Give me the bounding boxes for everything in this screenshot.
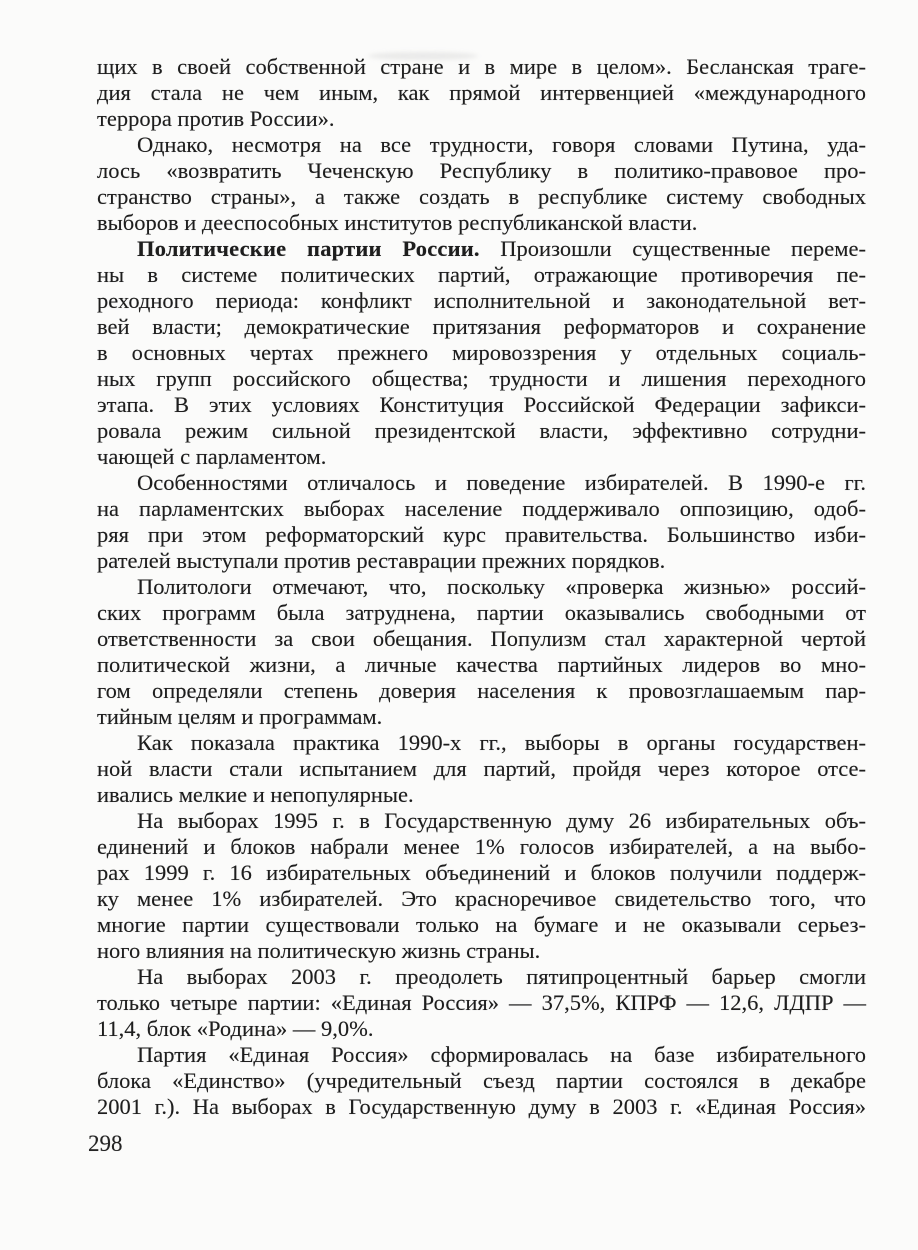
- text-line: чающей с парламентом.: [97, 444, 327, 469]
- text-line: рах 1999 г. 16 избирательных объединений и блоков получили поддерж-: [97, 860, 866, 885]
- text-line: вей власти; демократические притязания реформаторов и сохранение: [97, 314, 866, 339]
- text-line: ровала режим сильной президентской власти, эффективно сотрудни-: [97, 418, 866, 443]
- text-line: ной власти стали испытанием для партий, пройдя через которое отсе-: [97, 756, 866, 781]
- paragraph: [97, 1042, 866, 1120]
- paragraph: [97, 236, 866, 470]
- paragraph: [97, 574, 866, 730]
- text-line: реходного периода: конфликт исполнительной и законодательной вет-: [97, 288, 866, 313]
- text-line: рателей выступали против реставрации прежних порядков.: [97, 548, 666, 573]
- text-line: только четыре партии: «Единая Россия» — 37,5%, КПРФ — 12,6, ЛДПР —: [97, 990, 866, 1015]
- text-line: ответственности за свои обещания. Популизм стал характерной чертой: [97, 626, 866, 651]
- paragraph: [97, 730, 866, 808]
- text-line: гом определяли степень доверия населения к провозглашаемым пар-: [97, 678, 866, 703]
- paragraph: [97, 808, 866, 964]
- text-line: На выборах 1995 г. в Государственную думу 26 избирательных объ-: [137, 808, 866, 833]
- paragraph-lead-bold: Политические партии России.: [137, 236, 480, 261]
- text-line: политической жизни, а личные качества партийных лидеров во мно-: [97, 652, 866, 677]
- text-line: блока «Единство» (учредительный съезд партии состоялся в декабре: [97, 1068, 866, 1093]
- text-line: 11,4, блок «Родина» — 9,0%.: [97, 1016, 374, 1041]
- text-line: странство страны», а также создать в республике систему свободных: [97, 184, 866, 209]
- text-line: этапа. В этих условиях Конституция Российской Федерации зафикси-: [97, 392, 866, 417]
- paragraph: [97, 132, 866, 236]
- text-line: Партия «Единая Россия» сформировалась на базе избирательного: [137, 1042, 866, 1067]
- text-line: Как показала практика 1990-х гг., выборы в органы государствен-: [137, 730, 866, 755]
- text-line: ного влияния на политическую жизнь страны.: [97, 938, 541, 963]
- paragraph: [97, 470, 866, 574]
- text-line: выборов и дееспособных институтов республиканской власти.: [97, 210, 698, 235]
- text-line: ку менее 1% избирателей. Это красноречивое свидетельство того, что: [97, 886, 866, 911]
- text-line: ских программ была затруднена, партии оказывались свободными от: [97, 600, 866, 625]
- text-line: На выборах 2003 г. преодолеть пятипроцентный барьер смогли: [137, 964, 866, 989]
- text-line: в основных чертах прежнего мировоззрения у отдельных социаль-: [97, 340, 866, 365]
- text-line: ны в системе политических партий, отражающие противоречия пе-: [97, 262, 866, 287]
- text-line: единений и блоков набрали менее 1% голосов избирателей, а на выбо-: [97, 834, 866, 859]
- text-line: ивались мелкие и непопулярные.: [97, 782, 414, 807]
- text-line: Однако, несмотря на все трудности, говоря словами Путина, уда-: [137, 132, 866, 157]
- text-line: тийным целям и программам.: [97, 704, 383, 729]
- page-number: 298: [88, 1131, 123, 1156]
- text-line: Особенностями отличалось и поведение избирателей. В 1990-е гг.: [137, 470, 866, 495]
- text-line: на парламентских выборах население поддерживало оппозицию, одоб-: [97, 496, 866, 521]
- text-line: щих в своей собственной стране и в мире в целом». Бесланская траге-: [97, 54, 866, 79]
- paragraph: [97, 54, 866, 132]
- text-line: террора против России».: [97, 106, 335, 131]
- text-line: Политические партии России. Произошли существенные переме-: [137, 236, 867, 261]
- text-line: дия стала не чем иным, как прямой интервенцией «международного: [97, 80, 866, 105]
- text-line: многие партии существовали только на бумаге и не оказывали серьез-: [97, 912, 866, 937]
- paragraph: [97, 964, 866, 1042]
- text-line: ряя при этом реформаторский курс правительства. Большинство изби-: [97, 522, 866, 547]
- text-line: Политологи отмечают, что, поскольку «проверка жизнью» россий-: [137, 574, 866, 599]
- text-line: лось «возвратить Чеченскую Республику в политико-правовое про-: [97, 158, 866, 183]
- text-line: ных групп российского общества; трудности и лишения переходного: [97, 366, 866, 391]
- page-text: [97, 54, 866, 1120]
- text-line: 2001 г.). На выборах в Государственную думу в 2003 г. «Единая Россия»: [97, 1094, 866, 1119]
